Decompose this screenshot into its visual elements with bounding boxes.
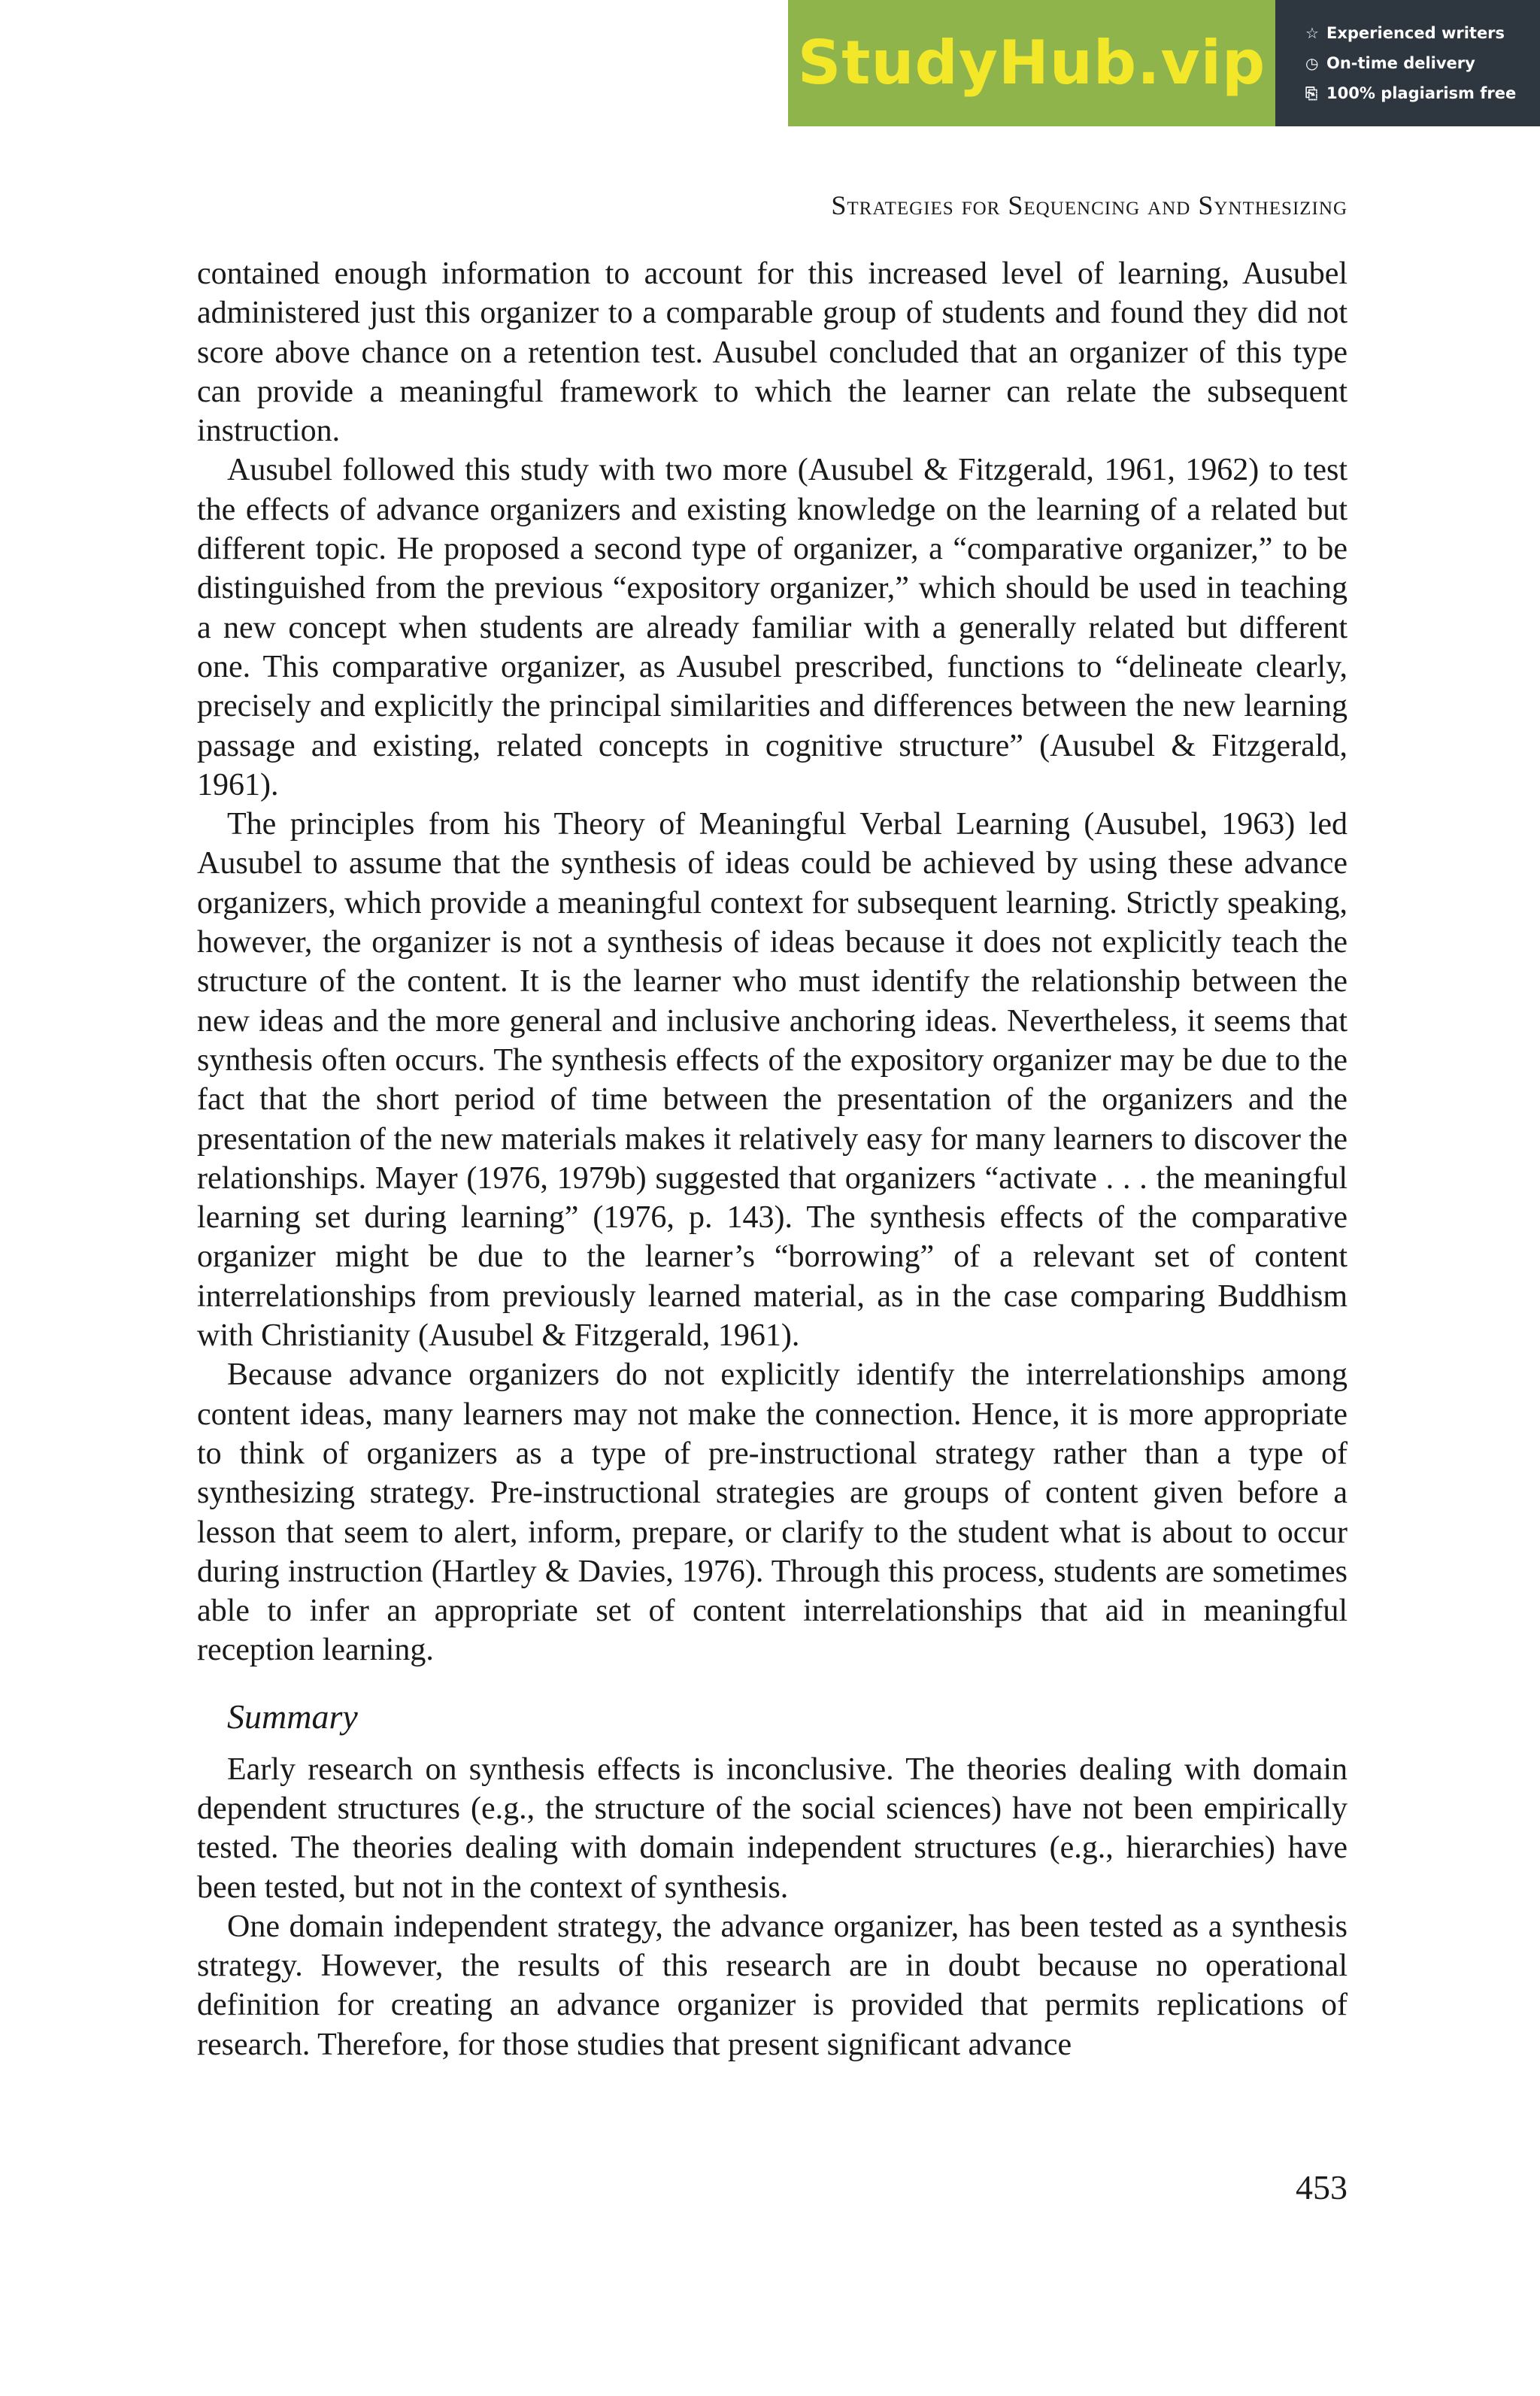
feature-item bbox=[1305, 51, 1540, 75]
feature-item bbox=[1305, 21, 1540, 45]
body-paragraph: contained enough information to account for this increased level of learning, Ausubel administered just this organizer to a comparable group of students and found they did not score above chance on a retention test. Ausubel concluded that an organizer of this type can provide a meaningful framework to which the learner can relate the subsequent instruction. bbox=[197, 256, 1348, 449]
feature-label: On-time delivery bbox=[1326, 54, 1475, 72]
summary-paragraph: Early research on synthesis effects is inconclusive. The theories dealing with domain dependent structures (e.g., the structure of the social sciences) have not been empirically tested. The theories dealing with domain independent structures (e.g., hierarchies) have been tested, but not in the context of synthesis. bbox=[197, 1752, 1348, 1905]
feature-label: Experienced writers bbox=[1326, 24, 1505, 42]
watermark-banner bbox=[788, 0, 1540, 126]
feature-item bbox=[1305, 81, 1540, 105]
feature-label: 100% plagiarism free bbox=[1326, 84, 1517, 102]
clock-icon: ◷ bbox=[1305, 54, 1319, 72]
body-paragraph: Ausubel followed this study with two more (Ausubel & Fitzgerald, 1961, 1962) to test the effects of advance organizers and existing knowledge on the learning of a related but different topic. He proposed a second type of organizer, a “comparative organizer,” to be distinguished from the previous “expository organizer,” which should be used in teaching a new concept when students are already familiar with a generally related but different one. This comparative organizer, as Ausubel prescribed, functions to “delineate clearly, precisely and explicitly the principal similarities and differences between the new learning passage and existing, related concepts in cognitive structure” (Ausubel & Fitzgerald, 1961). bbox=[197, 453, 1348, 802]
summary-paragraph: One domain independent strategy, the advance organizer, has been tested as a synthesis strategy. However, the results of this research are in doubt because no operational definition for creating an advance organizer is provided that permits replications of research. Therefore, for those studies that present significant advance bbox=[197, 1909, 1348, 2062]
copy-icon: ⎘ bbox=[1305, 84, 1317, 102]
star-icon: ☆ bbox=[1305, 24, 1319, 42]
page-number: 453 bbox=[1296, 2168, 1348, 2206]
feature-list bbox=[1275, 0, 1540, 126]
brand-logo: StudyHub.vip bbox=[797, 28, 1266, 98]
body-paragraph: The principles from his Theory of Meaningful Verbal Learning (Ausubel, 1963) led Ausubel to assume that the synthesis of ideas could be achieved by using these advance organizers, which provide a meaningful context for subsequent learning. Strictly speaking, however, the organizer is not a synthesis of ideas because it does not explicitly teach the structure of the content. It is the learner who must identify the relationship between the new ideas and the more general and inclusive anchoring ideas. Nevertheless, it seems that synthesis often occurs. The synthesis effects of the expository organizer may be due to the fact that the short period of time between the presentation of the organizers and the presentation of the new materials makes it relatively easy for many learners to discover the relationships. Mayer (1976, 1979b) suggested that organizers “activate . . . the meaningful learning set during learning” (1976, p. 143). The synthesis effects of the comparative organizer might be due to the learner’s “borrowing” of a relevant set of content interrelationships from previously learned material, as in the case comparing Buddhism with Christianity (Ausubel & Fitzgerald, 1961). bbox=[197, 807, 1348, 1354]
section-heading: Summary bbox=[227, 1697, 358, 1736]
running-header: Strategies for Sequencing and Synthesizing bbox=[831, 190, 1348, 220]
brand-logo-panel bbox=[788, 0, 1275, 126]
page-body bbox=[197, 254, 1348, 2064]
body-paragraph: Because advance organizers do not explicitly identify the interrelationships among content ideas, many learners may not make the connection. Hence, it is more appropriate to think of organizers as a type of pre-instructional strategy rather than a type of synthesizing strategy. Pre-instructional strategies are groups of content given before a lesson that seem to alert, inform, prepare, or clarify to the student what is about to occur during instruction (Hartley & Davies, 1976). Through this process, students are sometimes able to infer an appropriate set of content interrelationships that aid in meaningful reception learning. bbox=[197, 1357, 1348, 1668]
